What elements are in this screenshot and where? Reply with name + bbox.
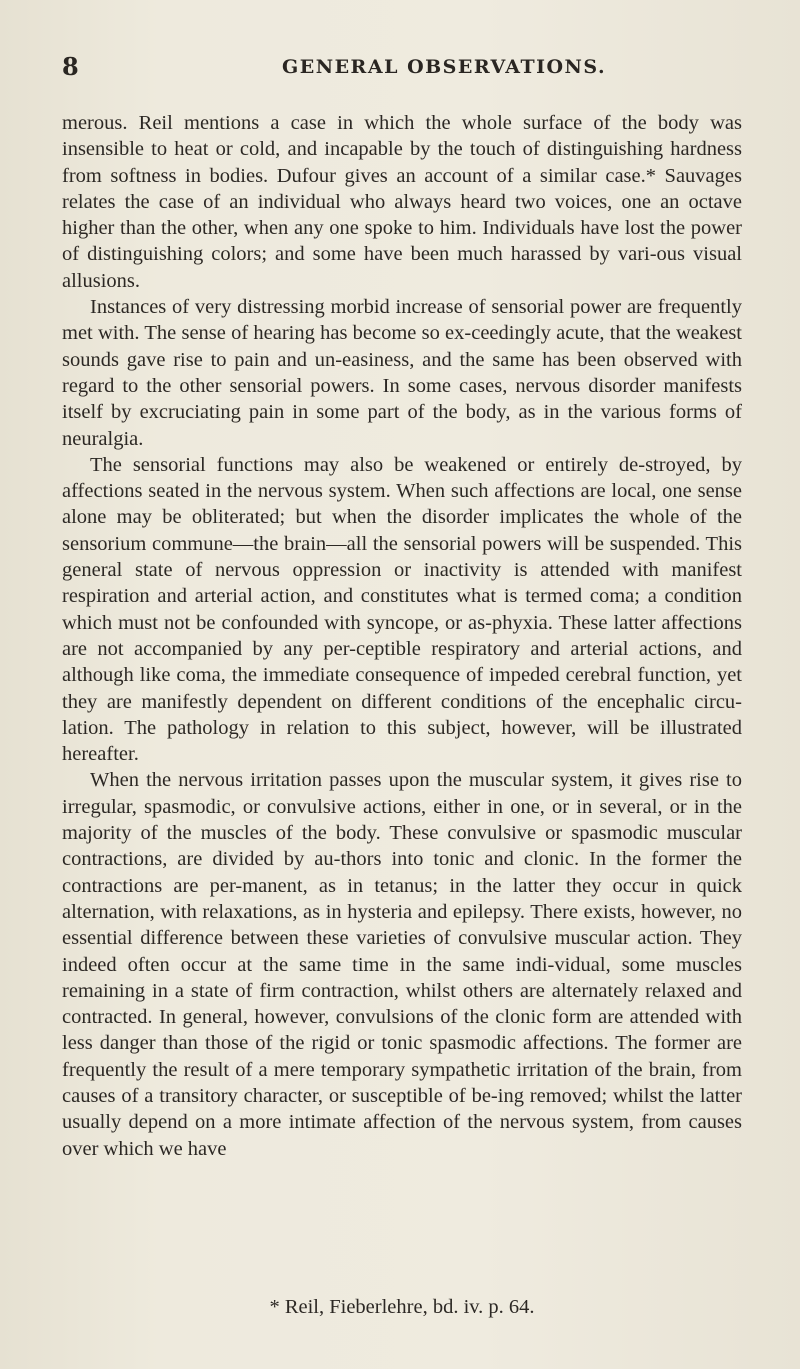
footnote: * Reil, Fieberlehre, bd. iv. p. 64.	[269, 1296, 535, 1318]
paragraph: Instances of very distressing morbid increase of sensorial power are frequently met with. The sense of hearing has become so ex-ceedingly acute, that the weakest sounds gave rise to pain and un-easiness, and the same has been observed with regard to the other sensorial powers. In some cases, nervous disorder manifests itself by excruciating pain in some part of the body, as in the various forms of neuralgia.	[62, 296, 742, 450]
paragraph: The sensorial functions may also be weakened or entirely de-stroyed, by affections seated in the nervous system. When such affections are local, one sense alone may be obliterated; but when the disorder implicates the whole of the sensorium commune—the brain—all the sensorial powers will be suspended. This general state of nervous oppression or inactivity is attended with manifest respiration and arterial action, and constitutes what is termed coma; a condition which must not be confounded with syncope, or as-phyxia. These latter affections are not accompanied by any per-ceptible respiratory and arterial actions, and although like coma, the immediate consequence of impeded cerebral function, yet they are manifestly dependent on different conditions of the encephalic circu-lation. The pathology in relation to this subject, however, will be illustrated hereafter.	[62, 453, 742, 766]
running-title: GENERAL OBSERVATIONS.	[282, 56, 607, 78]
body-text	[62, 110, 742, 1162]
paragraph: merous. Reil mentions a case in which the whole surface of the body was insensible to heat or cold, and incapable by the touch of distinguishing hardness from softness in bodies. Dufour gives an account of a similar case.* Sauvages relates the case of an individual who always heard two voices, one an octave higher than the other, when any one spoke to him. Individuals have lost the power of distinguishing colors; and some have been much harassed by vari-ous visual allusions.	[62, 112, 742, 292]
page-number: 8	[62, 52, 79, 81]
paragraph: When the nervous irritation passes upon the muscular system, it gives rise to irregular, spasmodic, or convulsive actions, either in one, or in several, or in the majority of the muscles of the body. These convulsive or spasmodic muscular contractions, are divided by au-thors into tonic and clonic. In the former the contractions are per-manent, as in tetanus; in the latter they occur in quick alternation, with relaxations, as in hysteria and epilepsy. There exists, however, no essential difference between these varieties of convulsive muscular action. They indeed often occur at the same time in the same indi-vidual, some muscles remaining in a state of firm contraction, whilst others are alternately relaxed and contracted. In general, however, convulsions of the clonic form are attended with less danger than those of the rigid or tonic spasmodic affections. The former are frequently the result of a mere temporary sympathetic irritation of the brain, from causes of a transitory character, or susceptible of be-ing removed; whilst the latter usually depend on a more intimate affection of the nervous system, from causes over which we have	[62, 769, 742, 1160]
page-header	[62, 52, 742, 92]
